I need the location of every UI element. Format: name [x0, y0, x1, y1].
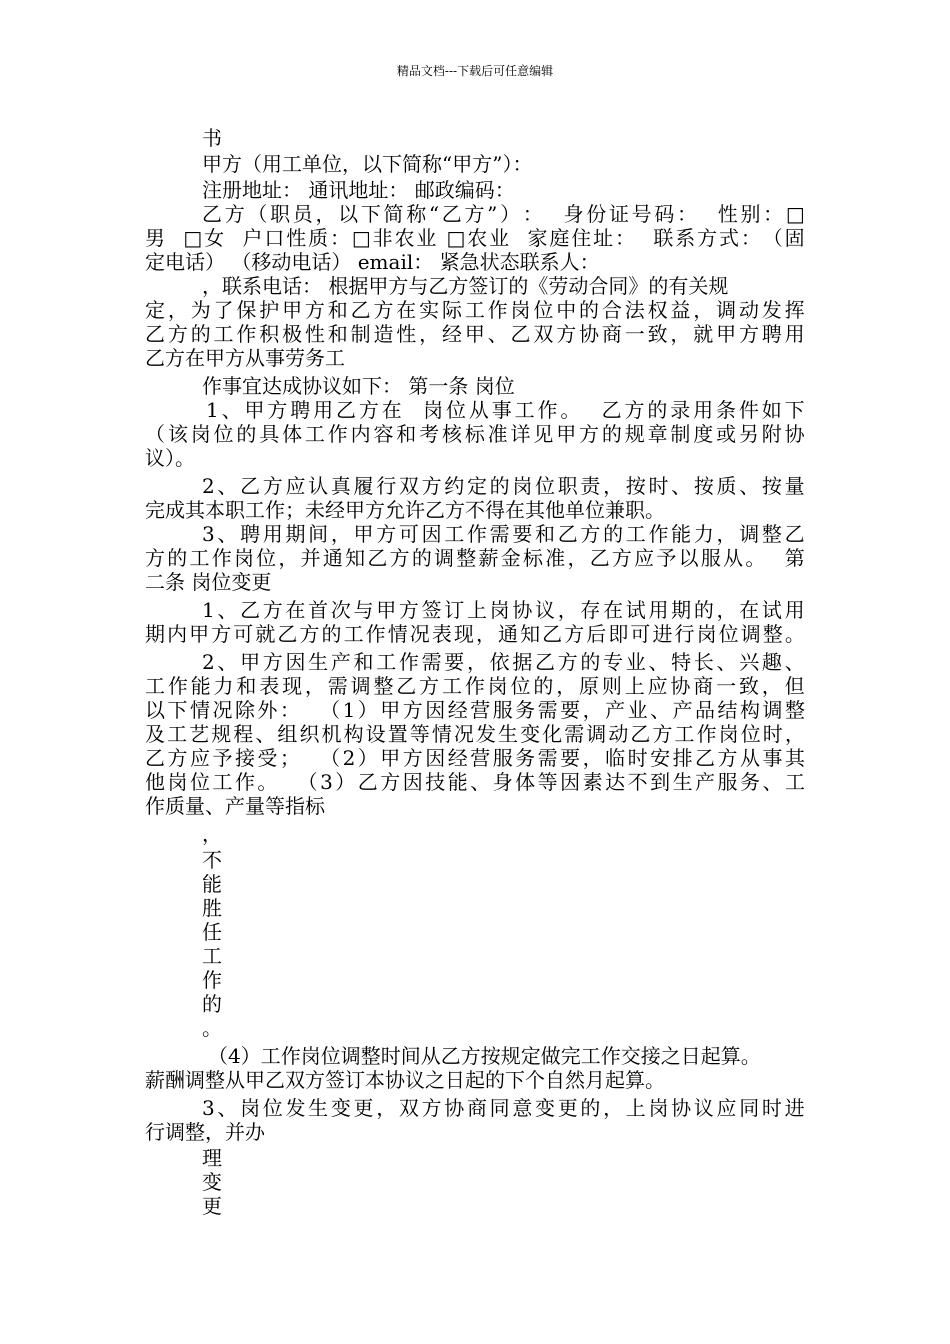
text-line: 乙方在甲方从事劳务工 [145, 346, 345, 370]
text-line: 及 工 艺 规 程 、 组 织 机 构 设 置 等 情 况 发 生 变 化 需 调 动 乙 方 工 作 岗 位 时 ， [145, 722, 805, 746]
text-line: 书 [202, 126, 222, 150]
text-line: 乙 方 应 予 接 受 ； （ 2 ） 甲 方 因 经 营 服 务 需 要 ， 临 时 安 排 乙 方 从 事 其 [145, 746, 805, 770]
text-line: 工 [202, 944, 222, 968]
text-line: 2 、 甲 方 因 生 产 和 工 作 需 要 ， 依 据 乙 方 的 专 业 、 特 长 、 兴 趣 、 [202, 650, 805, 674]
text-line: 2 、 乙 方 应 认 真 履 行 双 方 约 定 的 岗 位 职 责 ， 按 时 、 按 质 、 按 量 [202, 474, 805, 498]
text-line: 。 [202, 1016, 222, 1040]
text-line: 定电话） （移动电话） email： 紧急状态联系人： [145, 250, 600, 274]
text-line: 期 内 甲 方 可 就 乙 方 的 工 作 情 况 表 现 ， 通 知 乙 方 后 即 可 进 行 岗 位 调 整 。 [145, 622, 805, 646]
text-line: 工 作 能 力 和 表 现 ， 需 调 整 乙 方 工 作 岗 位 的 ， 原 则 上 应 协 商 一 致 ， 但 [145, 674, 805, 698]
text-line: （4）工作岗位调整时间从乙方按规定做完工作交接之日起算。 [208, 1044, 761, 1068]
text-line: 方 的 工 作 岗 位 ， 并 通 知 乙 方 的 调 整 薪 金 标 准 ， 乙 方 应 予 以 服 从 。 第 [145, 546, 805, 570]
text-line: （ 该 岗 位 的 具 体 工 作 内 容 和 考 核 标 准 详 见 甲 方 的 规 章 制 度 或 另 附 协 [145, 422, 805, 446]
text-line: 乙 方 的 工 作 积 极 性 和 制 造 性 ， 经 甲 、 乙 双 方 协 商 一 致 ， 就 甲 方 聘 用 [145, 322, 805, 346]
text-line: 1 、 甲 方 聘 用 乙 方 在 岗 位 从 事 工 作 。 乙 方 的 录 用 条 件 如 下 [206, 398, 805, 422]
text-line: 3 、 聘 用 期 间 ， 甲 方 可 因 工 作 需 要 和 乙 方 的 工 作 能 力 ， 调 整 乙 [202, 522, 805, 546]
text-line: 作事宜达成协议如下： 第一条 岗位 [202, 374, 515, 398]
text-line: 乙 方 （ 职 员 ， 以 下 简 称 “ 乙 方 ” ） ： 身 份 证 号 码 ： 性 别 ： □ [202, 202, 805, 226]
text-line: 不 [202, 848, 222, 872]
text-line: 完成其本职工作；未经甲方允许乙方不得在其他单位兼职。 [145, 498, 665, 522]
text-line: 更 [202, 1194, 222, 1218]
text-line: 的 [202, 992, 222, 1016]
text-line: 甲方（用工单位，以下简称“甲方”）： [202, 152, 533, 176]
text-line: 胜 [202, 896, 222, 920]
text-line: 3 、 岗 位 发 生 变 更 ， 双 方 协 商 同 意 变 更 的 ， 上 岗 协 议 应 同 时 进 [202, 1096, 805, 1120]
text-line: 1 、 乙 方 在 首 次 与 甲 方 签 订 上 岗 协 议 ， 存 在 试 用 期 的 ， 在 试 用 [202, 598, 805, 622]
text-line: ， [202, 822, 222, 846]
text-line: 任 [202, 920, 222, 944]
text-line: 注册地址： 通讯地址： 邮政编码： [202, 178, 515, 202]
text-line: 变 [202, 1170, 222, 1194]
text-line: 定 ， 为 了 保 护 甲 方 和 乙 方 在 实 际 工 作 岗 位 中 的 合 法 权 益 ， 调 动 发 挥 [145, 298, 805, 322]
text-line: 以 下 情 况 除 外 ： （ 1 ） 甲 方 因 经 营 服 务 需 要 ， 产 业 、 产 品 结 构 调 整 [145, 698, 805, 722]
text-line: 理 [202, 1146, 222, 1170]
text-line: ，联系电话： 根据甲方与乙方签订的《劳动合同》的有关规 [202, 274, 729, 298]
text-line: 男 □ 女 户 口 性 质 ： □ 非 农 业 □ 农 业 家 庭 住 址 ： 联 系 方 式 ： （ 固 [145, 226, 805, 250]
page-header: 精品文档---下载后可任意编辑 [396, 64, 554, 78]
text-line: 作质量、产量等指标 [145, 794, 325, 818]
text-line: 二条 岗位变更 [145, 570, 272, 594]
text-line: 行调整，并办 [145, 1120, 265, 1144]
text-line: 议）。 [145, 446, 195, 470]
text-line: 能 [202, 872, 222, 896]
text-line: 他 岗 位 工 作 。 （ 3 ） 乙 方 因 技 能 、 身 体 等 因 素 达 不 到 生 产 服 务 、 工 [145, 770, 805, 794]
text-line: 作 [202, 968, 222, 992]
text-line: 薪酬调整从甲乙双方签订本协议之日起的下个自然月起算。 [145, 1068, 665, 1092]
